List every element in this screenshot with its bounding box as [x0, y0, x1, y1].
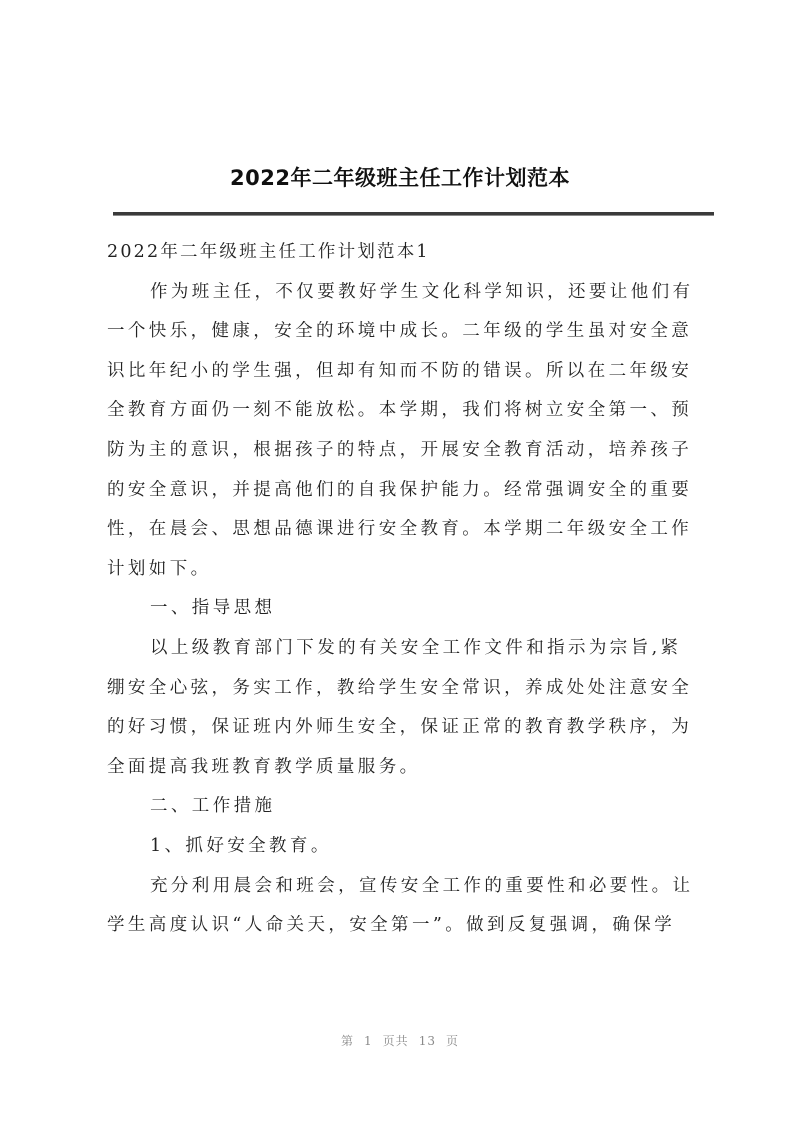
title-divider — [113, 212, 714, 216]
paragraph-line: 性，在晨会、思想品德课进行安全教育。本学期二年级安全工作 — [107, 519, 693, 540]
paragraph-line: 防为主的意识，根据孩子的特点，开展安全教育活动，培养孩子 — [107, 439, 693, 460]
paragraph-line: 识比年纪小的学生强，但却有知而不防的错误。所以在二年级安 — [107, 360, 693, 381]
paragraph-line: 全面提高我班教育教学质量服务。 — [107, 756, 421, 777]
footer-middle: 页共 — [382, 1034, 409, 1048]
footer-suffix: 页 — [445, 1034, 459, 1048]
paragraph-line: 学生高度认识“人命关天，安全第一”。做到反复强调，确保学 — [107, 915, 676, 936]
paragraph-line: 作为班主任，不仅要教好学生文化科学知识，还要让他们有 — [150, 281, 694, 302]
page-footer — [0, 1032, 800, 1049]
section-heading: 二、工作措施 — [150, 796, 276, 817]
paragraph-line: 计划如下。 — [107, 558, 212, 579]
paragraph-line: 充分利用晨会和班会，宣传安全工作的重要性和必要性。让 — [150, 875, 694, 896]
paragraph-line: 绷安全心弦，务实工作，教给学生安全常识，养成处处注意安全 — [107, 677, 693, 698]
document-body — [107, 233, 715, 946]
footer-prefix: 第 — [341, 1034, 355, 1048]
paragraph-line: 全教育方面仍一刻不能放松。本学期，我们将树立安全第一、预 — [107, 400, 693, 421]
paragraph-line: 一个快乐，健康，安全的环境中成长。二年级的学生虽对安全意 — [107, 321, 693, 342]
paragraph-line: 的好习惯，保证班内外师生安全，保证正常的教育教学秩序，为 — [107, 717, 693, 738]
document-title: 2022年二年级班主任工作计划范本 — [230, 166, 570, 190]
paragraph-line: 的安全意识，并提高他们的自我保护能力。经常强调安全的重要 — [107, 479, 693, 500]
current-page-number: 1 — [364, 1034, 373, 1048]
section-heading: 一、指导思想 — [150, 598, 276, 619]
total-pages-number: 13 — [418, 1034, 436, 1048]
section-subtitle: 2022年二年级班主任工作计划范本1 — [107, 242, 430, 262]
subsection-heading: 1、抓好安全教育。 — [150, 835, 332, 856]
paragraph-line: 以上级教育部门下发的有关安全工作文件和指示为宗旨,紧 — [150, 637, 682, 658]
